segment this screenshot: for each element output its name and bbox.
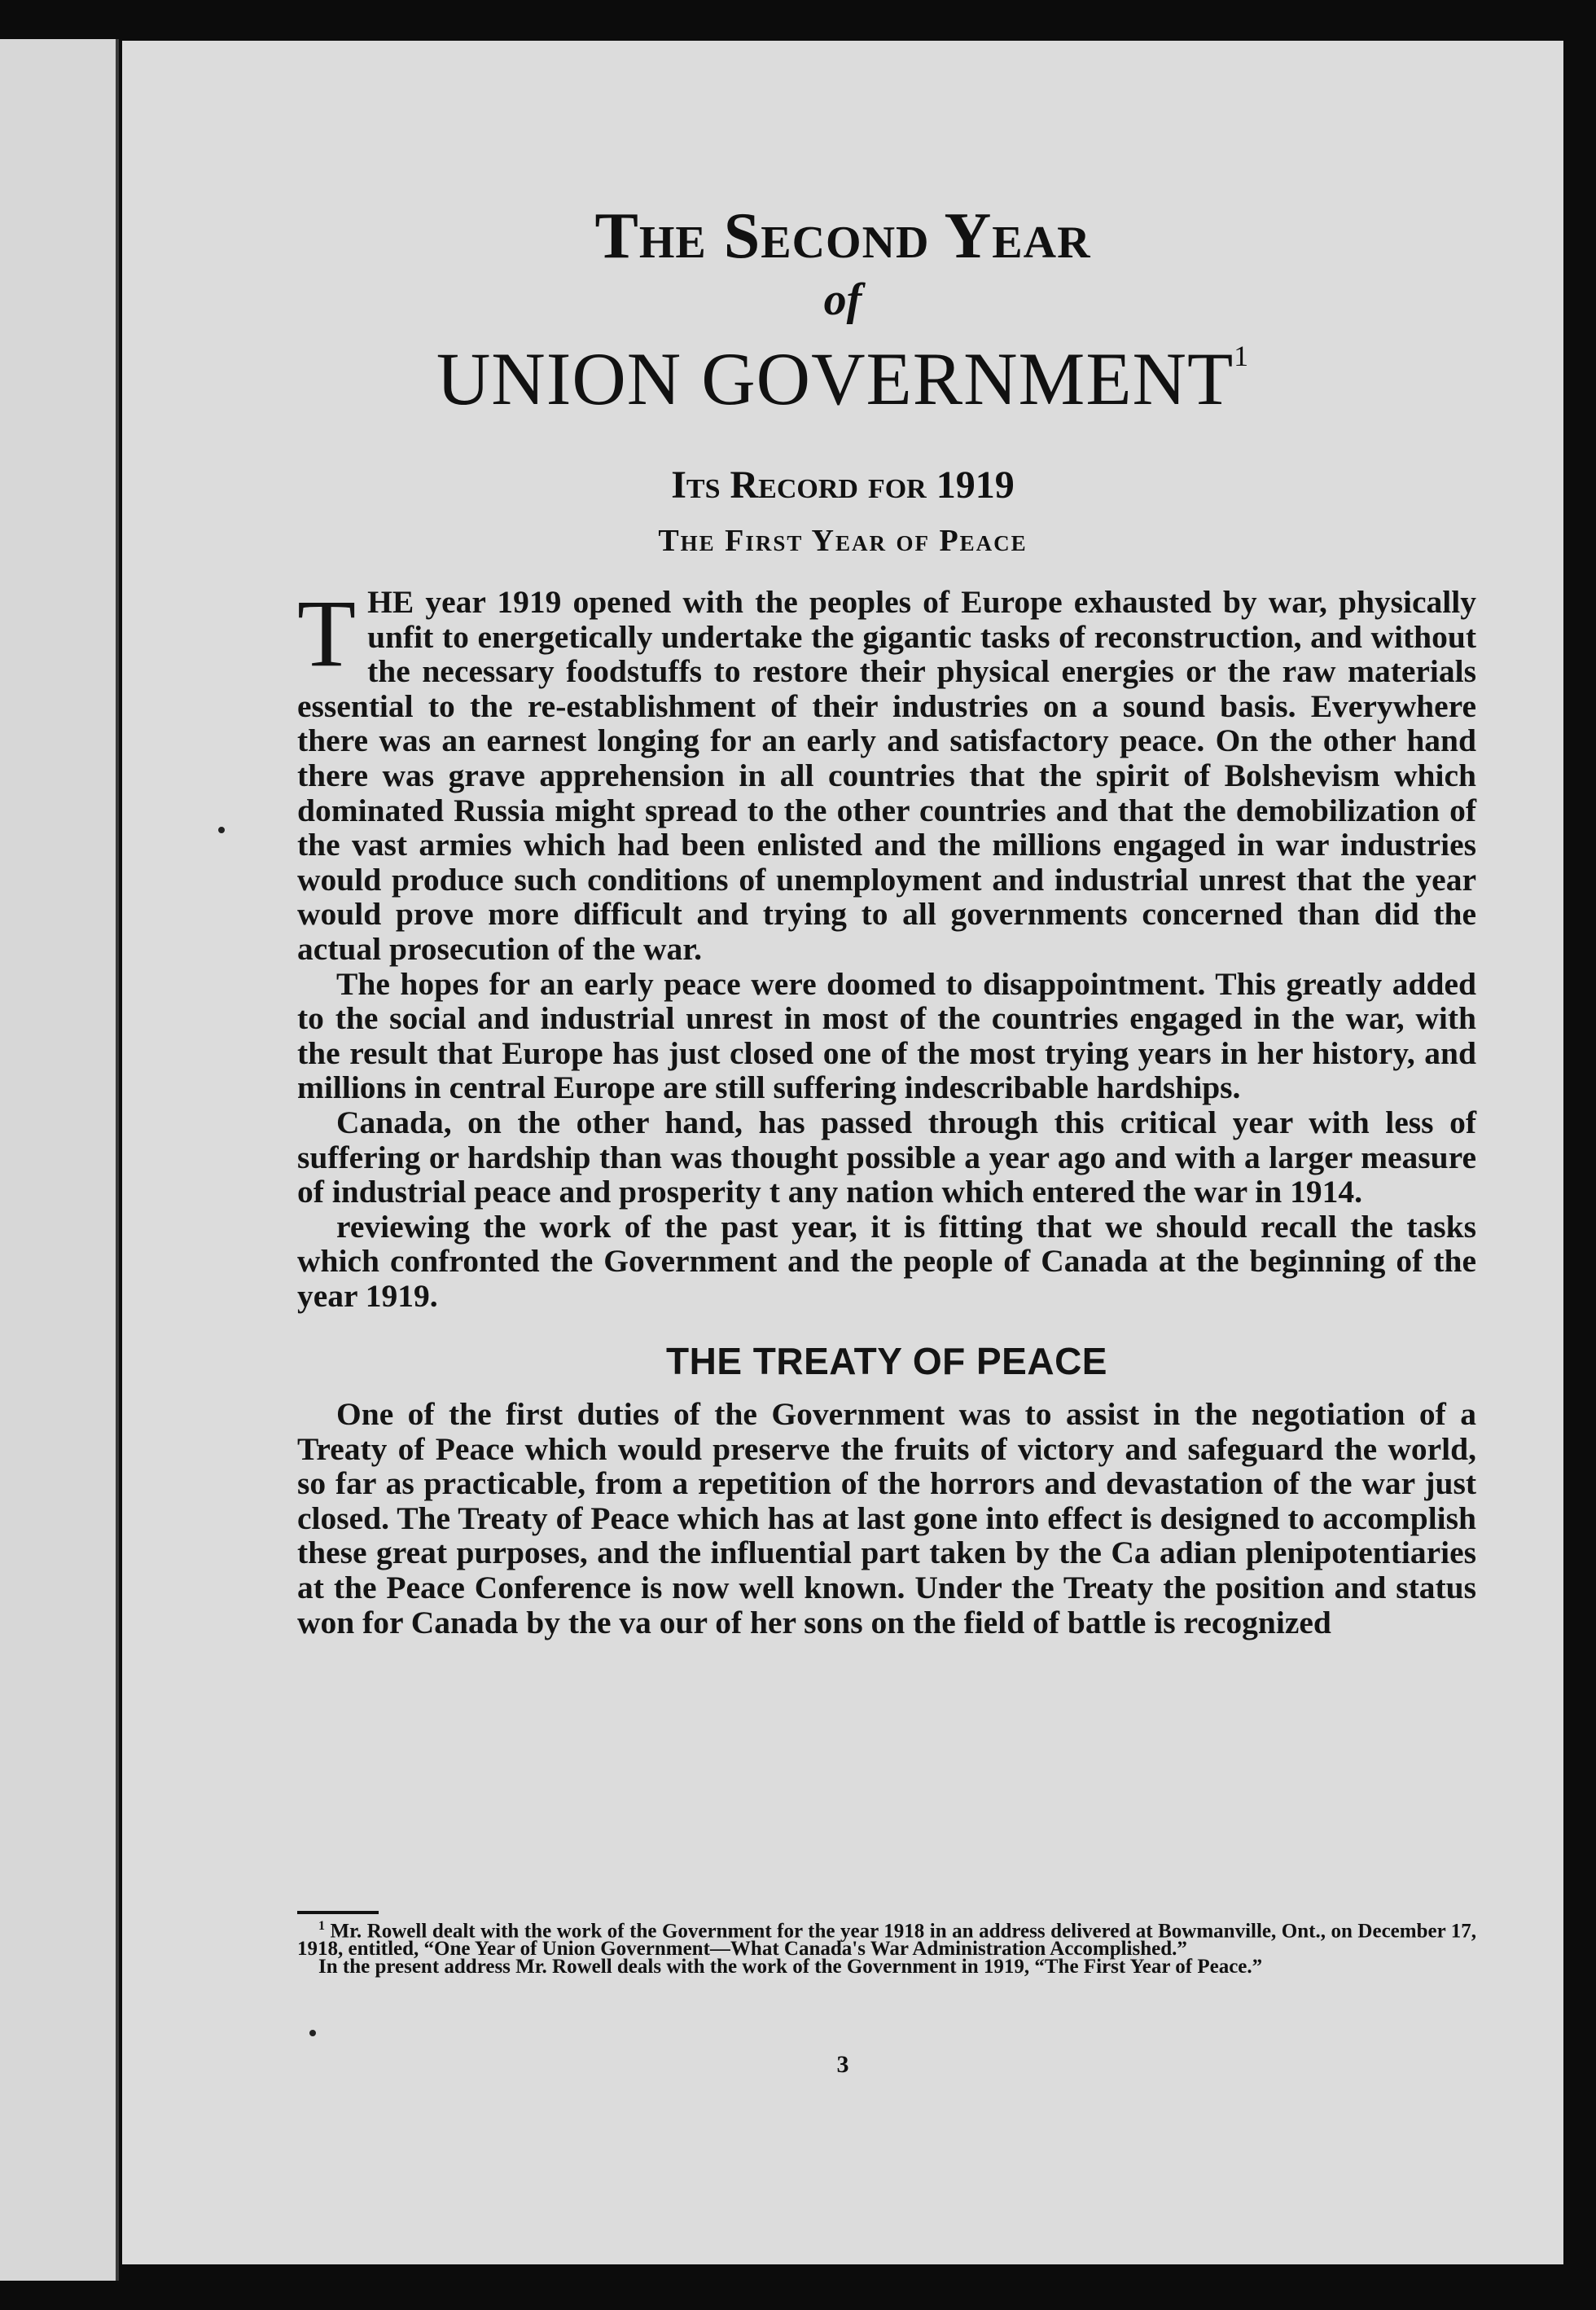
paragraph-1-text: HE year 1919 opened with the peoples of Europe exhausted by war, physically unfit to energetically undertake the gigantic tasks of reconstruction, and without the necessary foodstuffs to restore their physical energies or the raw materials essential to the re-establishment of their industries on a sound basis. Everywhere there was an earnest longing for an early and satisfactory peace. On the other hand there was grave apprehension in all countries that the spirit of Bolshevism which dominated Russia might spread to the other countries and that the demobilization of the vast armies which had been enlisted and the millions engaged in war industries would produce such conditions of unemployment and industrial unrest that the year would prove more difficult and trying to all governments concerned than did the actual prosecution of the war.: [297, 584, 1476, 967]
section-paragraph: One of the first duties of the Government was to assist in the negotiation of a Treaty of Peace which would preserve the fruits of victory and safeguard the world, so far as practicable, from a repetition of the horrors and devastation of the war just closed. The Treaty of Peace which has at last gone into effect is designed to accomplish these great purposes, and the influential part taken by the Ca adian plenipotentiaries at the Peace Conference is now well known. Under the Treaty the position and status won for Canada by the va our of her sons on the field of battle is recognized: [297, 1396, 1476, 1640]
scan-speck: [218, 827, 225, 833]
page: [122, 41, 1563, 2264]
paragraph-2: The hopes for an early peace were doomed to disappointment. This greatly added to the social and industrial unrest in most of the countries engaged in the war, with the result that Europe has just closed one of the most trying years in her history, and millions in central Europe are still suffering indescribable hardships.: [297, 965, 1476, 1106]
title-line-2: [122, 336, 1563, 422]
footnote-marker: 1: [1234, 340, 1250, 372]
footnote-rule: [297, 1911, 379, 1914]
subtitle: Its Record for 1919: [671, 463, 1015, 507]
footnote-2: In the present address Mr. Rowell deals with the work of the Government in 1919, “The First Year of Peace.”: [318, 1956, 1263, 1978]
section-heading: THE TREATY OF PEACE: [666, 1340, 1107, 1383]
facing-page-edge: [0, 39, 119, 2281]
scan-speck: [309, 2030, 316, 2036]
title-line-1: The Second Year: [594, 200, 1091, 272]
paragraph-3: Canada, on the other hand, has passed through this critical year with less of suffering or hardship than was thought possible a year ago and with a larger measure of industrial peace and prosperity t any nation which entered the war in 1914.: [297, 1104, 1476, 1210]
paragraph-4: reviewing the work of the past year, it is fitting that we should recall the tasks which confronted the Government and the people of Canada at the beginning of the year 1919.: [297, 1208, 1476, 1314]
paragraph-1: [297, 580, 1476, 967]
drop-cap: T: [297, 580, 357, 687]
footnote-1: [297, 1917, 1476, 1961]
title-of: of: [823, 274, 862, 325]
subtitle-2: The First Year of Peace: [658, 524, 1028, 558]
footnotes: [297, 1917, 1476, 1976]
footnote-1-marker: 1: [318, 1919, 325, 1933]
title-line-2-text: UNION GOVERNMENT: [436, 337, 1234, 420]
footnote-1-text: Mr. Rowell dealt with the work of the Government for the year 1918 in an address delivered at Bowmanville, Ont., on December 17, 1918, entitled, “One Year of Union Government—What Canada's War Administration Accomplished.”: [297, 1920, 1476, 1961]
body-text: [297, 580, 1476, 1640]
page-number: 3: [836, 2051, 849, 2078]
